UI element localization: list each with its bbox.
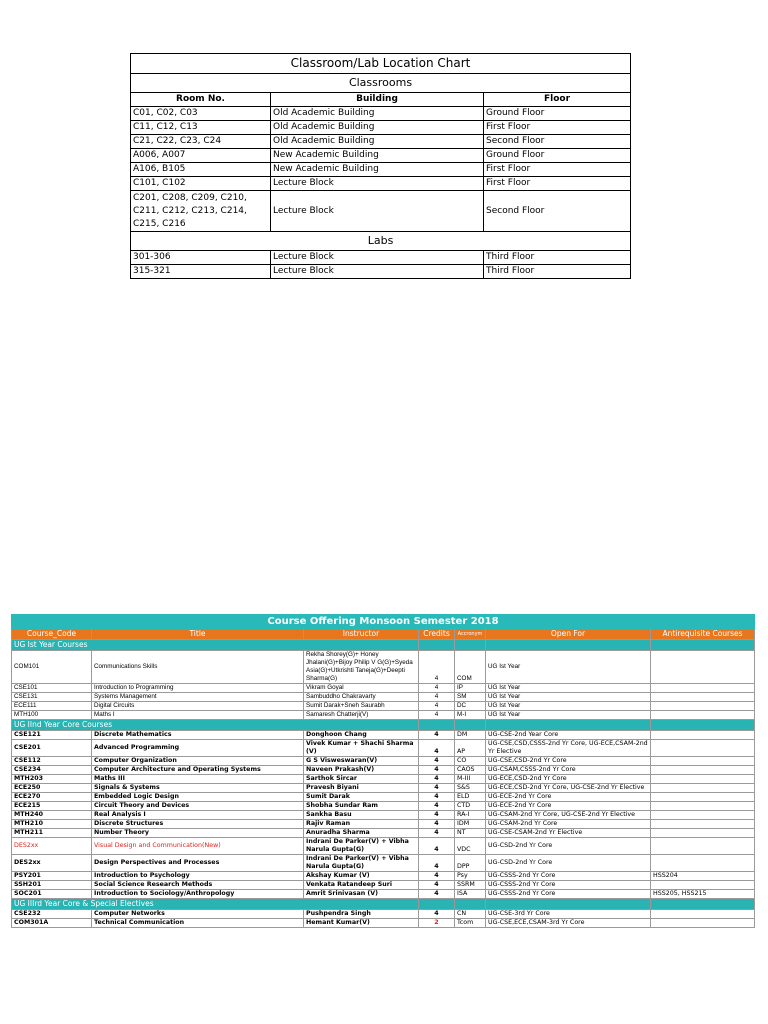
open-for-cell: UG-CSD-2nd Yr Core <box>486 838 651 855</box>
antirequisite-cell <box>651 793 755 802</box>
credits-cell: 4 <box>419 775 455 784</box>
course-code-cell: PSY201 <box>12 872 92 881</box>
room-number-cell: A106, B105 <box>131 163 271 177</box>
antirequisite-cell <box>651 651 755 684</box>
course-row <box>12 731 755 740</box>
open-for-cell: UG-CSAM,CSSS-2nd Yr Core <box>486 766 651 775</box>
antirequisite-cell <box>651 881 755 890</box>
open-for-cell: UG-CSSS-2nd Yr Core <box>486 872 651 881</box>
course-code-cell: COM301A <box>12 919 92 928</box>
labs-row <box>131 265 631 279</box>
course-title-cell: Computer Organization <box>92 757 304 766</box>
instructor-cell: Rajiv Raman <box>304 820 419 829</box>
open-for-cell: UG-CSD-2nd Yr Core <box>486 855 651 872</box>
open-for-cell: UG-CSSS-2nd Yr Core <box>486 881 651 890</box>
credits-cell: 4 <box>419 651 455 684</box>
course-row <box>12 910 755 919</box>
acronym-cell: ELD <box>455 793 486 802</box>
instructor-cell: Indrani De Parker(V) + Vibha Narula Gupta(G) <box>304 855 419 872</box>
course-title-cell: Visual Design and Communication(New) <box>92 838 304 855</box>
section-filler-cell <box>419 640 455 651</box>
instructor-cell: Sumit Darak+Sneh Saurabh <box>304 702 419 711</box>
floor-cell: First Floor <box>484 163 631 177</box>
credits-cell: 2 <box>419 919 455 928</box>
section-filler-cell <box>455 640 486 651</box>
course-title-cell: Communications Skills <box>92 651 304 684</box>
course-row <box>12 775 755 784</box>
classrooms-row <box>131 191 631 232</box>
section-title: UG IInd Year Core Courses <box>12 720 419 731</box>
room-number-cell: C21, C22, C23, C24 <box>131 135 271 149</box>
antirequisite-cell <box>651 702 755 711</box>
section-title: UG Ist Year Courses <box>12 640 419 651</box>
building-cell: New Academic Building <box>271 149 484 163</box>
instructor-cell: Vikram Goyal <box>304 684 419 693</box>
instructor-header: Instructor <box>304 629 419 640</box>
course-title-cell: Computer Architecture and Operating Systems <box>92 766 304 775</box>
instructor-cell: Venkata Ratandeep Suri <box>304 881 419 890</box>
floor-cell: First Floor <box>484 121 631 135</box>
antirequisite-header: Antirequisite Courses <box>651 629 755 640</box>
section-filler-cell <box>486 899 651 910</box>
course-row <box>12 766 755 775</box>
open-for-cell: UG-CSE,CSD,CSSS-2nd Yr Core, UG-ECE,CSAM-2nd Yr Elective <box>486 740 651 757</box>
antirequisite-cell: HSS205, HSS215 <box>651 890 755 899</box>
classrooms-row <box>131 107 631 121</box>
acronym-cell: IP <box>455 684 486 693</box>
course-code-cell: DES2xx <box>12 838 92 855</box>
room-number-cell: 315-321 <box>131 265 271 279</box>
course-row <box>12 811 755 820</box>
course-code-cell: CSE201 <box>12 740 92 757</box>
antirequisite-cell <box>651 693 755 702</box>
course-code-cell: COM101 <box>12 651 92 684</box>
course-title-cell: Systems Management <box>92 693 304 702</box>
classrooms-heading: Classrooms <box>131 74 631 93</box>
instructor-cell: Hemant Kumar(V) <box>304 919 419 928</box>
acronym-cell: CN <box>455 910 486 919</box>
floor-cell: Third Floor <box>484 265 631 279</box>
antirequisite-cell <box>651 684 755 693</box>
credits-cell: 4 <box>419 693 455 702</box>
course-title-cell: Social Science Research Methods <box>92 881 304 890</box>
credits-cell: 4 <box>419 793 455 802</box>
course-row <box>12 651 755 684</box>
room-number-cell: C201, C208, C209, C210, C211, C212, C213, C214, C215, C216 <box>131 191 271 232</box>
floor-cell: First Floor <box>484 177 631 191</box>
credits-cell: 4 <box>419 820 455 829</box>
acronym-cell: CO <box>455 757 486 766</box>
classrooms-row <box>131 177 631 191</box>
labs-heading: Labs <box>131 232 631 251</box>
acronym-cell: COM <box>455 651 486 684</box>
credits-cell: 4 <box>419 711 455 720</box>
section-filler-cell <box>419 720 455 731</box>
instructor-cell: Pravesh Biyani <box>304 784 419 793</box>
open-for-cell: UG-CSE-CSAM-2nd Yr Elective <box>486 829 651 838</box>
floor-cell: Third Floor <box>484 251 631 265</box>
credits-cell: 4 <box>419 766 455 775</box>
instructor-cell: Akshay Kumar (V) <box>304 872 419 881</box>
open-for-cell: UG Ist Year <box>486 693 651 702</box>
acronym-cell: VDC <box>455 838 486 855</box>
section-filler-cell <box>486 640 651 651</box>
open-for-cell: UG-CSAM-2nd Yr Core, UG-CSE-2nd Yr Elective <box>486 811 651 820</box>
instructor-cell: Sankha Basu <box>304 811 419 820</box>
instructor-cell: Shobha Sundar Ram <box>304 802 419 811</box>
course-title-cell: Introduction to Sociology/Anthropology <box>92 890 304 899</box>
credits-cell: 4 <box>419 784 455 793</box>
course-title-cell: Discrete Mathematics <box>92 731 304 740</box>
course-title-cell: Maths I <box>92 711 304 720</box>
acronym-cell: SM <box>455 693 486 702</box>
antirequisite-cell <box>651 766 755 775</box>
credits-cell: 4 <box>419 811 455 820</box>
course-title-cell: Signals & Systems <box>92 784 304 793</box>
credits-cell: 4 <box>419 838 455 855</box>
acronym-cell: Tcom <box>455 919 486 928</box>
instructor-cell: Sambuddho Chakravarty <box>304 693 419 702</box>
open-for-cell: UG-CSSS-2nd Yr Core <box>486 890 651 899</box>
credits-cell: 4 <box>419 740 455 757</box>
course-row <box>12 784 755 793</box>
credits-cell: 4 <box>419 881 455 890</box>
course-code-header: Course_Code <box>12 629 92 640</box>
antirequisite-cell <box>651 731 755 740</box>
antirequisite-cell <box>651 711 755 720</box>
acronym-cell: AP <box>455 740 486 757</box>
instructor-cell: Naveen Prakash(V) <box>304 766 419 775</box>
course-row <box>12 872 755 881</box>
building-cell: Lecture Block <box>271 177 484 191</box>
course-column-headers <box>12 629 755 640</box>
acronym-cell: CTD <box>455 802 486 811</box>
floor-cell: Ground Floor <box>484 107 631 121</box>
course-code-cell: CSE234 <box>12 766 92 775</box>
course-row <box>12 919 755 928</box>
acronym-cell: M-III <box>455 775 486 784</box>
building-cell: Old Academic Building <box>271 121 484 135</box>
credits-cell: 4 <box>419 702 455 711</box>
open-for-cell: UG-CSAM-2nd Yr Core <box>486 820 651 829</box>
classrooms-row <box>131 163 631 177</box>
acronym-cell: SSRM <box>455 881 486 890</box>
course-code-cell: CSE131 <box>12 693 92 702</box>
instructor-cell: Amrit Srinivasan (V) <box>304 890 419 899</box>
antirequisite-cell <box>651 811 755 820</box>
course-code-cell: CSE101 <box>12 684 92 693</box>
acronym-header: Accronym <box>455 629 486 640</box>
classrooms-row <box>131 135 631 149</box>
course-code-cell: CSE232 <box>12 910 92 919</box>
course-row <box>12 684 755 693</box>
instructor-cell: Indrani De Parker(V) + Vibha Narula Gupta(G) <box>304 838 419 855</box>
course-row <box>12 693 755 702</box>
building-cell: Lecture Block <box>271 251 484 265</box>
open-for-header: Open For <box>486 629 651 640</box>
open-for-cell: UG Ist Year <box>486 684 651 693</box>
credits-cell: 4 <box>419 731 455 740</box>
antirequisite-cell <box>651 757 755 766</box>
floor-cell: Second Floor <box>484 135 631 149</box>
section-filler-cell <box>651 899 755 910</box>
open-for-cell: UG-ECE-2nd Yr Core <box>486 793 651 802</box>
building-cell: New Academic Building <box>271 163 484 177</box>
course-title-cell: Number Theory <box>92 829 304 838</box>
credits-cell: 4 <box>419 855 455 872</box>
instructor-cell: Donghoon Chang <box>304 731 419 740</box>
credits-cell: 4 <box>419 910 455 919</box>
instructor-cell: Pushpendra Singh <box>304 910 419 919</box>
building-cell: Lecture Block <box>271 191 484 232</box>
section-header-row <box>12 899 755 910</box>
section-filler-cell <box>651 720 755 731</box>
section-header-row <box>12 640 755 651</box>
acronym-cell: Psy <box>455 872 486 881</box>
acronym-cell: NT <box>455 829 486 838</box>
section-filler-cell <box>651 640 755 651</box>
acronym-cell: DM <box>455 731 486 740</box>
course-code-cell: MTH203 <box>12 775 92 784</box>
acronym-cell: DC <box>455 702 486 711</box>
course-code-cell: DES2xx <box>12 855 92 872</box>
instructor-cell: Sarthok Sircar <box>304 775 419 784</box>
building-cell: Old Academic Building <box>271 135 484 149</box>
room-number-cell: 301-306 <box>131 251 271 265</box>
credits-cell: 4 <box>419 684 455 693</box>
course-code-cell: MTH210 <box>12 820 92 829</box>
course-row <box>12 793 755 802</box>
building-cell: Old Academic Building <box>271 107 484 121</box>
acronym-cell: RA-I <box>455 811 486 820</box>
course-code-cell: ECE270 <box>12 793 92 802</box>
course-code-cell: MTH211 <box>12 829 92 838</box>
acronym-cell: ISA <box>455 890 486 899</box>
course-row <box>12 838 755 855</box>
labs-row <box>131 251 631 265</box>
course-title-cell: Design Perspectives and Processes <box>92 855 304 872</box>
antirequisite-cell <box>651 838 755 855</box>
course-code-cell: MTH100 <box>12 711 92 720</box>
open-for-cell: UG-ECE-2nd Yr Core <box>486 802 651 811</box>
building-cell: Lecture Block <box>271 265 484 279</box>
building-header: Building <box>271 93 484 107</box>
course-title-cell: Computer Networks <box>92 910 304 919</box>
floor-cell: Ground Floor <box>484 149 631 163</box>
course-title-cell: Advanced Programming <box>92 740 304 757</box>
course-row <box>12 855 755 872</box>
antirequisite-cell <box>651 775 755 784</box>
instructor-cell: Rekha Shorey(G)+ Honey Jhalani(G)+Bijoy Philip V G(G)+Syeda Asia(G)+Utkrishti Taneja(G)+Deepti Sharma(G) <box>304 651 419 684</box>
room-chart-title: Classroom/Lab Location Chart <box>131 54 631 74</box>
antirequisite-cell <box>651 910 755 919</box>
section-filler-cell <box>486 720 651 731</box>
room-number-cell: C101, C102 <box>131 177 271 191</box>
section-filler-cell <box>455 720 486 731</box>
course-code-cell: CSE121 <box>12 731 92 740</box>
floor-header: Floor <box>484 93 631 107</box>
section-title: UG IIIrd Year Core & Special Electives <box>12 899 419 910</box>
course-code-cell: ECE250 <box>12 784 92 793</box>
antirequisite-cell <box>651 820 755 829</box>
course-row <box>12 890 755 899</box>
open-for-cell: UG-ECE,CSD-2nd Yr Core <box>486 775 651 784</box>
instructor-cell: Anuradha Sharma <box>304 829 419 838</box>
credits-cell: 4 <box>419 802 455 811</box>
room-location-chart <box>130 53 631 279</box>
antirequisite-cell <box>651 919 755 928</box>
open-for-cell: UG Ist Year <box>486 651 651 684</box>
classrooms-row <box>131 121 631 135</box>
classrooms-row <box>131 149 631 163</box>
room-number-cell: C01, C02, C03 <box>131 107 271 121</box>
course-sheet-title: Course Offering Monsoon Semester 2018 <box>12 615 755 629</box>
section-filler-cell <box>419 899 455 910</box>
acronym-cell: M-I <box>455 711 486 720</box>
instructor-cell: G S Visweswaran(V) <box>304 757 419 766</box>
antirequisite-cell <box>651 802 755 811</box>
course-row <box>12 711 755 720</box>
section-header-row <box>12 720 755 731</box>
credits-header: Credits <box>419 629 455 640</box>
room-number-cell: A006, A007 <box>131 149 271 163</box>
open-for-cell: UG Ist Year <box>486 711 651 720</box>
course-title-cell: Discrete Structures <box>92 820 304 829</box>
course-offering-sheet <box>11 614 755 928</box>
course-title-cell: Circuit Theory and Devices <box>92 802 304 811</box>
course-title-cell: Introduction to Psychology <box>92 872 304 881</box>
credits-cell: 4 <box>419 890 455 899</box>
course-row <box>12 829 755 838</box>
open-for-cell: UG-CSE,ECE,CSAM-3rd Yr Core <box>486 919 651 928</box>
course-title-cell: Introduction to Programming <box>92 684 304 693</box>
acronym-cell: IDM <box>455 820 486 829</box>
credits-cell: 4 <box>419 757 455 766</box>
floor-cell: Second Floor <box>484 191 631 232</box>
open-for-cell: UG Ist Year <box>486 702 651 711</box>
course-row <box>12 802 755 811</box>
acronym-cell: CAOS <box>455 766 486 775</box>
course-row <box>12 757 755 766</box>
course-row <box>12 820 755 829</box>
course-title-cell: Maths III <box>92 775 304 784</box>
open-for-cell: UG-CSE-2nd Year Core <box>486 731 651 740</box>
course-title-cell: Technical Communication <box>92 919 304 928</box>
section-filler-cell <box>455 899 486 910</box>
course-row <box>12 702 755 711</box>
antirequisite-cell: HSS204 <box>651 872 755 881</box>
course-code-cell: CSE112 <box>12 757 92 766</box>
course-code-cell: MTH240 <box>12 811 92 820</box>
antirequisite-cell <box>651 855 755 872</box>
course-code-cell: ECE215 <box>12 802 92 811</box>
acronym-cell: DPP <box>455 855 486 872</box>
antirequisite-cell <box>651 784 755 793</box>
credits-cell: 4 <box>419 829 455 838</box>
room-chart-body <box>131 54 631 279</box>
course-title-cell: Digital Circuits <box>92 702 304 711</box>
title-header: Title <box>92 629 304 640</box>
open-for-cell: UG-CSE-3rd Yr Core <box>486 910 651 919</box>
instructor-cell: Vivek Kumar + Shachi Sharma (V) <box>304 740 419 757</box>
course-row <box>12 740 755 757</box>
instructor-cell: Samaresh Chatterji(V) <box>304 711 419 720</box>
open-for-cell: UG-CSE,CSD-2nd Yr Core <box>486 757 651 766</box>
antirequisite-cell <box>651 740 755 757</box>
course-row <box>12 881 755 890</box>
room-number-cell: C11, C12, C13 <box>131 121 271 135</box>
credits-cell: 4 <box>419 872 455 881</box>
course-code-cell: ECE111 <box>12 702 92 711</box>
course-code-cell: SSH201 <box>12 881 92 890</box>
open-for-cell: UG-ECE,CSD-2nd Yr Core, UG-CSE-2nd Yr Elective <box>486 784 651 793</box>
course-title-cell: Embedded Logic Design <box>92 793 304 802</box>
room-no-header: Room No. <box>131 93 271 107</box>
instructor-cell: Sumit Darak <box>304 793 419 802</box>
antirequisite-cell <box>651 829 755 838</box>
course-title-cell: Real Analysis I <box>92 811 304 820</box>
course-sheet-body <box>12 615 755 928</box>
acronym-cell: S&S <box>455 784 486 793</box>
course-code-cell: SOC201 <box>12 890 92 899</box>
